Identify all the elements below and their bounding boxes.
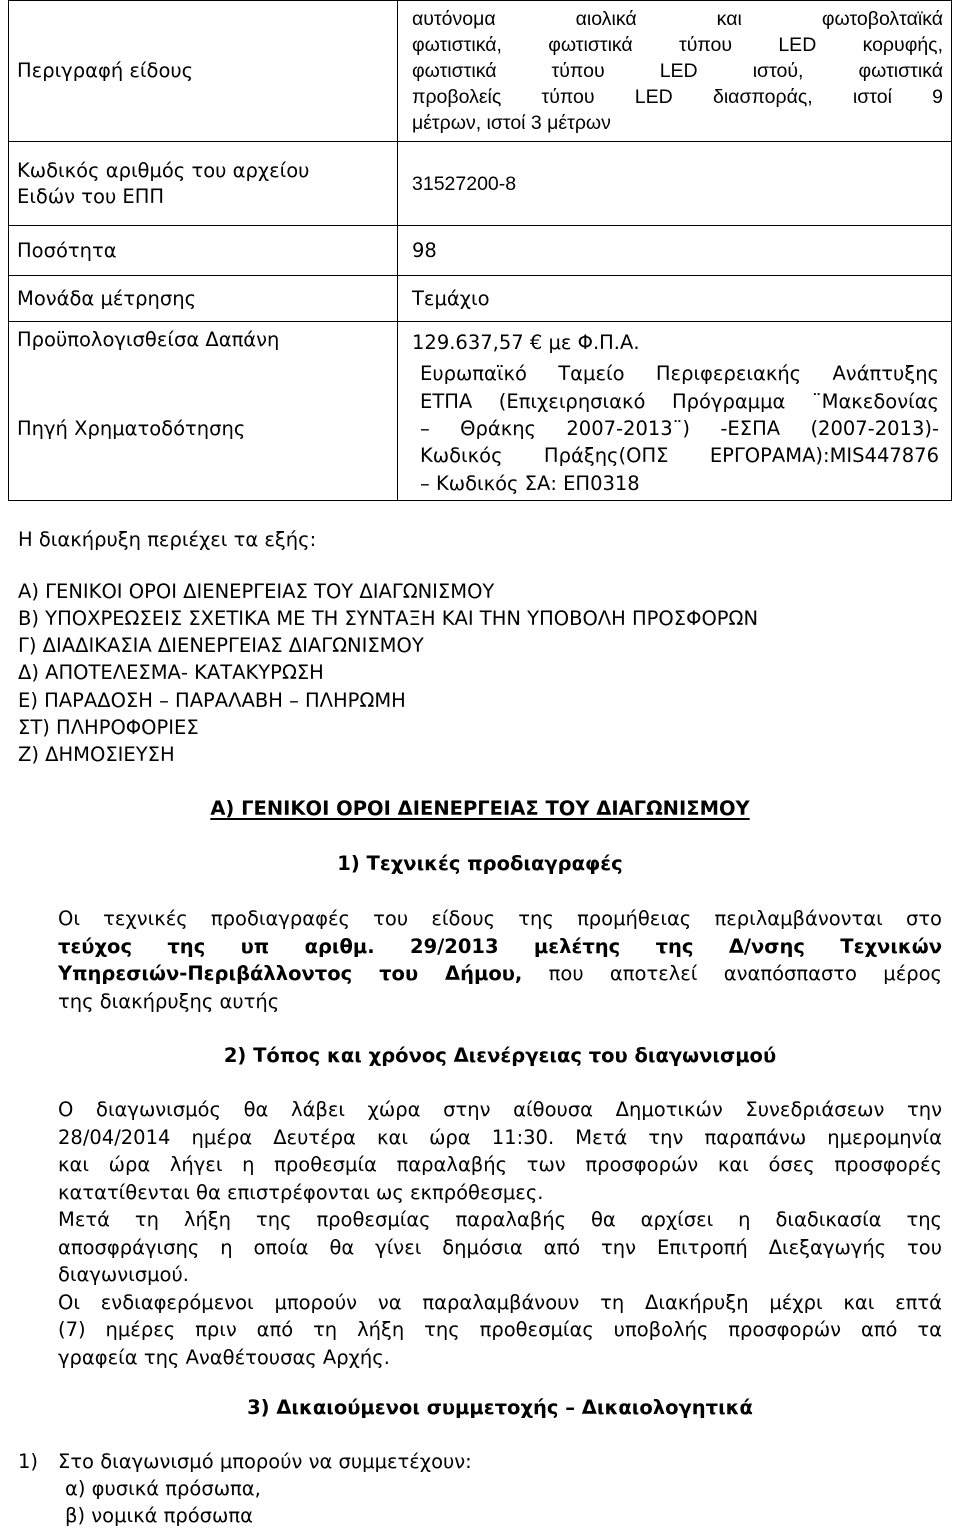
toc-item: Α) ΓΕΝΙΚΟΙ ΟΡΟΙ ΔΙΕΝΕΡΓΕΙΑΣ ΤΟΥ ΔΙΑΓΩΝΙΣΜΟΥ	[18, 580, 495, 603]
subsection-3-title: 3) Δικαιούμενοι συμμετοχής – Δικαιολογητικά	[247, 1396, 753, 1419]
row-label: Ποσότητα	[9, 226, 398, 276]
row-label: Πηγή Χρηματοδότησης	[9, 358, 398, 501]
row-value: 129.637,57 € με Φ.Π.Α.	[398, 322, 952, 358]
table-row	[9, 322, 952, 358]
table-row	[9, 142, 952, 226]
section-a-title: Α) ΓΕΝΙΚΟΙ ΟΡΟΙ ΔΙΕΝΕΡΓΕΙΑΣ ΤΟΥ ΔΙΑΓΩΝΙΣΜΟΥ	[210, 797, 750, 820]
toc-item: Γ) ΔΙΑΔΙΚΑΣΙΑ ΔΙΕΝΕΡΓΕΙΑΣ ΔΙΑΓΩΝΙΣΜΟΥ	[18, 634, 424, 657]
row-label: Περιγραφή είδους	[9, 1, 398, 142]
row-value: 98	[398, 226, 952, 276]
table-row	[9, 226, 952, 276]
value-line: προβολείς τύπου LED διασποράς, ιστοί 9	[412, 86, 943, 108]
table-row	[9, 276, 952, 322]
value-line: Κωδικός Πράξης(ΟΠΣ ΕΡΓΟΡΑΜΑ):MIS447876	[420, 444, 939, 468]
sub-item-a: α) φυσικά πρόσωπα,	[65, 1477, 261, 1500]
value-line: φωτιστικά, φωτιστικά τύπου LED κορυφής,	[412, 34, 943, 56]
toc-item: Δ) ΑΠΟΤΕΛΕΣΜΑ- ΚΑΤΑΚΥΡΩΣΗ	[18, 661, 324, 684]
value-line: ΕΤΠΑ (Επιχειρησιακό Πρόγραμμα ¨Μακεδονίας	[420, 389, 939, 413]
toc-item: Ε) ΠΑΡΑΔΟΣΗ – ΠΑΡΑΛΑΒΗ – ΠΛΗΡΩΜΗ	[18, 689, 406, 712]
subsection-1-body	[58, 905, 942, 1015]
label-line: Ειδών του ΕΠΠ	[17, 184, 165, 208]
toc-item: ΣΤ) ΠΛΗΡΟΦΟΡΙΕΣ	[18, 716, 199, 739]
paragraph-line: 28/04/2014 ημέρα Δευτέρα και ώρα 11:30. Μετά την παραπάνω ημερομηνία	[58, 1125, 942, 1149]
row-value	[398, 1, 952, 142]
value-line: αυτόνομα αιολικά και φωτοβολταϊκά	[412, 8, 943, 30]
subsection-1-title: 1) Τεχνικές προδιαγραφές	[337, 852, 623, 875]
table-row	[9, 1, 952, 142]
subsection-2-title: 2) Τόπος και χρόνος Διενέργειας του διαγωνισμού	[223, 1044, 777, 1067]
toc-item: Β) ΥΠΟΧΡΕΩΣΕΙΣ ΣΧΕΤΙΚΑ ΜΕ ΤΗ ΣΥΝΤΑΞΗ ΚΑΙ ΤΗΝ ΥΠΟΒΟΛΗ ΠΡΟΣΦΟΡΩΝ	[18, 607, 759, 630]
list-item-text: Στο διαγωνισμό μπορούν να συμμετέχουν:	[58, 1450, 472, 1473]
table-row	[9, 358, 952, 501]
list-item-number: 1)	[18, 1450, 39, 1473]
row-value: Τεμάχιο	[398, 276, 952, 322]
row-label	[9, 142, 398, 226]
paragraph-line: (7) ημέρες πριν από τη λήξη της προθεσμίας υποβολής προσφορών από τα	[58, 1318, 942, 1341]
text-segment: που αποτελεί αναπόσπαστο μέρος	[522, 962, 943, 985]
subsection-2-body	[58, 1096, 942, 1371]
value-line: – Κωδικός ΣΑ: ΕΠ0318	[420, 471, 640, 495]
value-line: – Θράκης 2007-2013¨) -ΕΣΠΑ (2007-2013)-	[420, 417, 939, 441]
paragraph-line: Μετά τη λήξη της προθεσμίας παραλαβής θα αρχίσει η διαδικασία της	[58, 1208, 942, 1231]
row-value: 31527200-8	[398, 142, 952, 226]
toc-item: Ζ) ΔΗΜΟΣΙΕΥΣΗ	[18, 743, 175, 766]
paragraph-line: κατατίθενται θα επιστρέφονται ως εκπρόθεσμες.	[58, 1180, 544, 1204]
paragraph-line: τεύχος της υπ αριθμ. 29/2013 μελέτης της Δ/νσης Τεχνικών	[58, 934, 942, 958]
sub-item-b: β) νομικά πρόσωπα	[65, 1504, 253, 1527]
row-label: Προϋπολογισθείσα Δαπάνη	[9, 322, 398, 358]
paragraph-line: διαγωνισμού.	[58, 1263, 189, 1286]
label-line: Κωδικός αριθμός του αρχείου	[17, 158, 310, 182]
paragraph-line: Ο διαγωνισμός θα λάβει χώρα στην αίθουσα Δημοτικών Συνεδριάσεων την	[58, 1098, 942, 1121]
value-line: Ευρωπαϊκό Ταμείο Περιφερειακής Ανάπτυξης	[420, 362, 939, 386]
paragraph-line: Οι ενδιαφερόμενοι μπορούν να παραλαμβάνουν τη Διακήρυξη μέχρι και επτά	[58, 1290, 942, 1314]
paragraph-line	[58, 960, 942, 988]
paragraph-line: γραφεία της Αναθέτουσας Αρχής.	[58, 1345, 390, 1369]
paragraph-line: της διακήρυξης αυτής	[58, 989, 280, 1013]
row-value	[398, 358, 952, 501]
paragraph-line: αποσφράγισης η οποία θα γίνει δημόσια από την Επιτροπή Διεξαγωγής του	[58, 1235, 942, 1259]
paragraph-line: και ώρα λήγει η προθεσμία παραλαβής των προσφορών και όσες προσφορές	[58, 1153, 942, 1176]
value-line: φωτιστικά τύπου LED ιστού, φωτιστικά	[412, 60, 943, 82]
value-line: μέτρων, ιστοί 3 μέτρων	[412, 112, 611, 134]
item-info-table	[8, 0, 952, 501]
section-a-heading	[0, 795, 960, 823]
intro-text: Η διακήρυξη περιέχει τα εξής:	[18, 528, 317, 551]
row-label: Μονάδα μέτρησης	[9, 276, 398, 322]
paragraph-line: Οι τεχνικές προδιαγραφές του είδους της προμήθειας περιλαμβάνονται στο	[58, 907, 942, 930]
bold-segment: Υπηρεσιών-Περιβάλλοντος του Δήμου,	[58, 962, 523, 985]
